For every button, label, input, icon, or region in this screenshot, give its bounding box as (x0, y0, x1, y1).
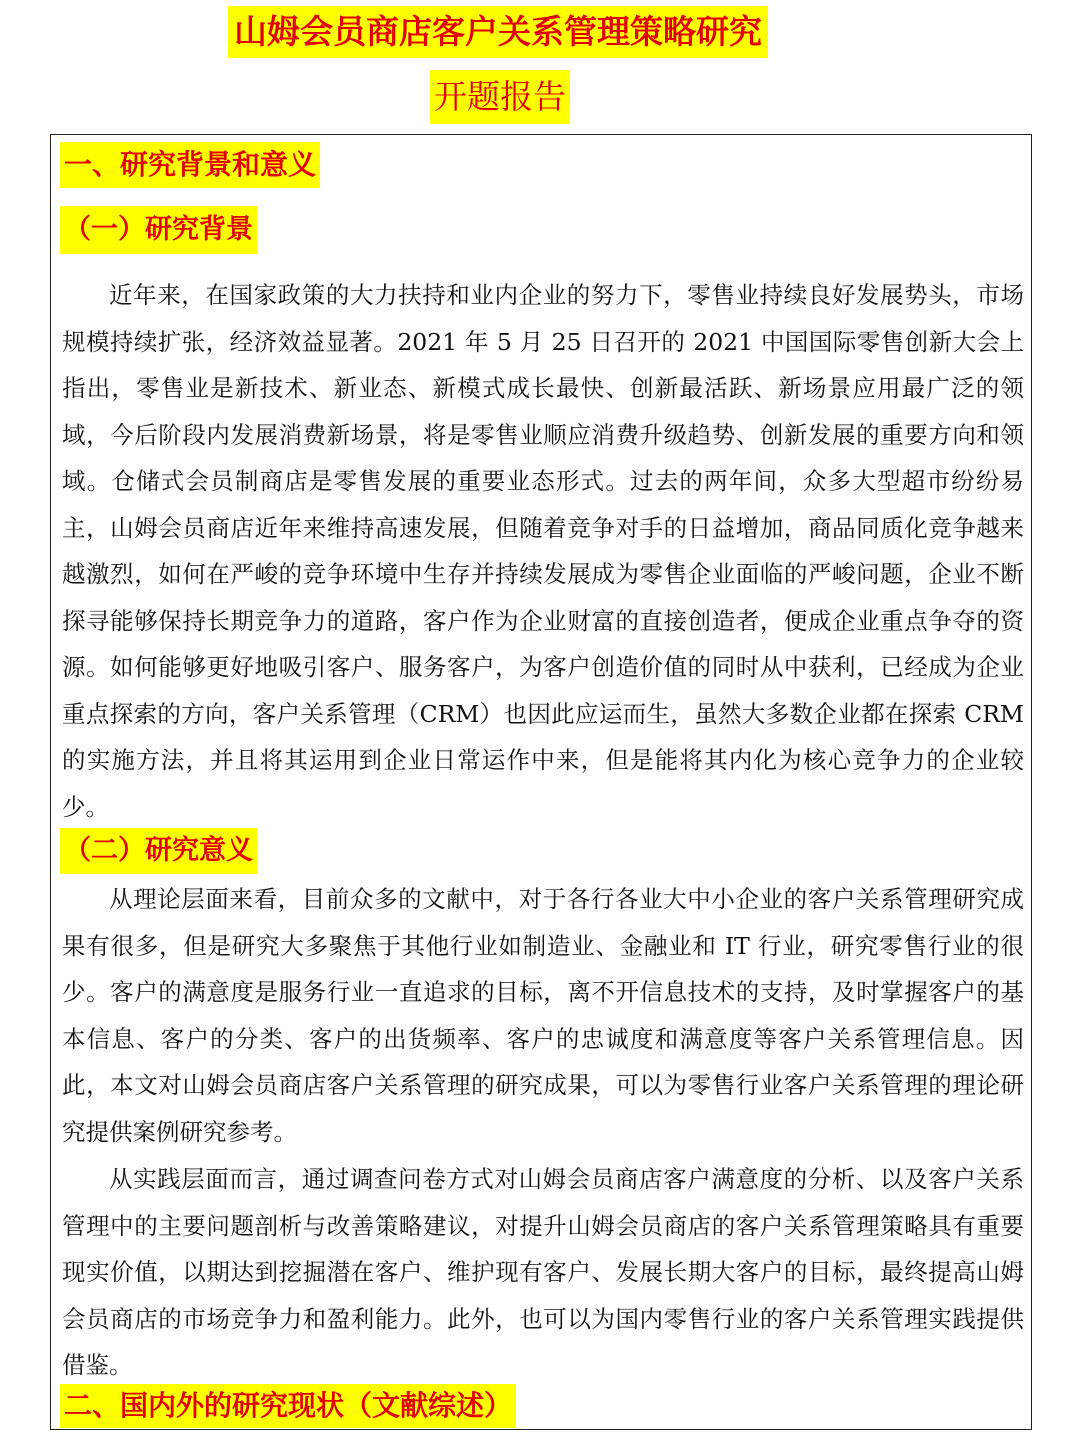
literature-review-heading: 二、国内外的研究现状（文献综述） (60, 1384, 516, 1428)
significance-heading: （二）研究意义 (60, 828, 257, 874)
subsection-heading-background: （一）研究背景 (60, 206, 257, 254)
practice-paragraph: 从实践层面而言，通过调查问卷方式对山姆会员商店客户满意度的分析、以及客户关系管理中的主要问题剖析与改善策略建议，对提升山姆会员商店的客户关系管理策略具有重要现实价值，以期达到挖掘潜在客户、维护现有客户、发展长期大客户的目标，最终提高山姆会员商店的市场竞争力和盈利能力。此外，也可以为国内零售行业的客户关系管理实践提供借鉴。 (62, 1165, 1024, 1379)
report-subtitle: 开题报告 (430, 70, 570, 124)
theory-paragraph: 从理论层面来看，目前众多的文献中，对于各行各业大中小企业的客户关系管理研究成果有很多，但是研究大多聚焦于其他行业如制造业、金融业和 IT 行业，研究零售行业的很少。客户的满意度是服务行业一直追求的目标，离不开信息技术的支持，及时掌握客户的基本信息、客户的分类、客户的出货频率、客户的忠诚度和满意度等客户关系管理信息。因此，本文对山姆会员商店客户关系管理的研究成果，可以为零售行业客户关系管理的理论研究提供案例研究参考。 (62, 885, 1024, 1146)
background-paragraph: 近年来，在国家政策的大力扶持和业内企业的努力下，零售业持续良好发展势头，市场规模持续扩张，经济效益显著。2021 年 5 月 25 日召开的 2021 中国国际零售创新大会上指出，零售业是新技术、新业态、新模式成长最快、创新最活跃、新场景应用最广泛的领域，今后阶段内发展消费新场景，将是零售业顺应消费升级趋势、创新发展的重要方向和领域。仓储式会员制商店是零售发展的重要业态形式。过去的两年间，众多大型超市纷纷易主，山姆会员商店近年来维持高速发展，但随着竞争对手的日益增加，商品同质化竞争越来越激烈，如何在严峻的竞争环境中生存并持续发展成为零售企业面临的严峻问题，企业不断探寻能够保持长期竞争力的道路，客户作为企业财富的直接创造者，便成企业重点争夺的资源。如何能够更好地吸引客户、服务客户，为客户创造价值的同时从中获利，已经成为企业重点探索的方向，客户关系管理（CRM）也因此应运而生，虽然大多数企业都在探索 CRM 的实施方法，并且将其运用到企业日常运作中来，但是能将其内化为核心竞争力的企业较少。 (62, 281, 1024, 821)
report-title: 山姆会员商店客户关系管理策略研究 (228, 6, 768, 58)
section-heading-background: 一、研究背景和意义 (60, 142, 320, 188)
